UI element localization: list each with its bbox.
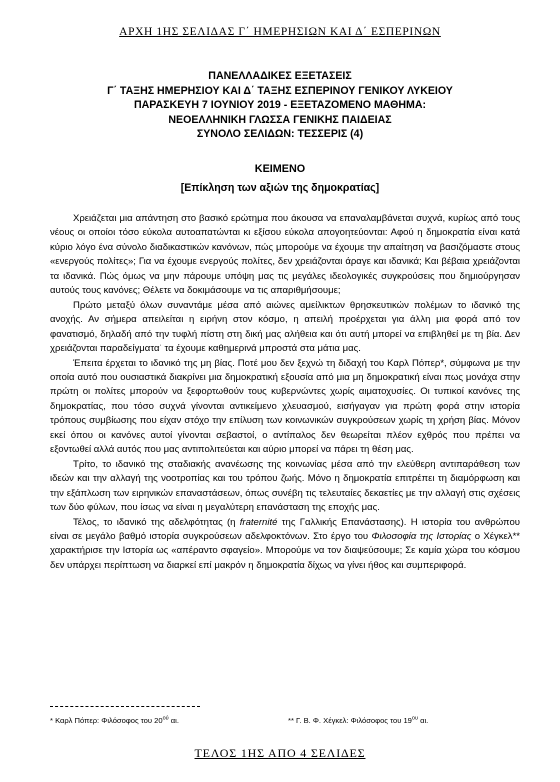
text-subtitle: [Επίκληση των αξιών της δημοκρατίας] xyxy=(180,182,380,194)
exam-heading xyxy=(0,69,560,142)
paragraph-text: ο Χέγκελ xyxy=(471,530,513,542)
footnote-text: * Καρλ Πόπερ: Φιλόσοφος του 20 xyxy=(50,716,163,725)
page-footer: ΤΕΛΟΣ 1ΗΣ ΑΠΟ 4 ΣΕΛΙΔΕΣ xyxy=(194,746,366,760)
paragraph: Χρειάζεται μια απάντηση στο βασικό ερώτημα που άκουσα να επαναλαμβάνεται συχνά, κυρίως από τους νέους οι οποίοι τόσο εύκολα αυτοαπατώνται κι εξίσου εύκολα απογοητεύονται: Αφού η δημοκρατία είναι κατά κύριο λόγο ένα σύνολο διαδικαστικών κανόνων, πώς μπορούμε να έχουμε την απαίτηση να βασιζόμαστε στους «ενεργούς πολίτες»; Για να έχουμε ενεργούς πολίτες, δεν χρειάζονται άραγε και ιδανικά; Και βέβαια χρειάζονται τα ιδανικά. Πώς όμως να μην πάρουμε υπόψη μας τις μεγάλες ιδεολογικές συγκρούσεις που δημιούργησαν αυτούς τους κανόνες; Θέλετε να δοκιμάσουμε να τις απαριθμήσουμε; xyxy=(50,213,520,297)
exam-heading-line: ΠΑΡΑΣΚΕΥΗ 7 ΙΟΥΝΙΟΥ 2019 - ΕΞΕΤΑΖΟΜΕΝΟ ΜΑΘΗΜΑ: xyxy=(133,99,427,112)
paragraph-text: , σύμφωνα με την οποία αυτό που ουσιαστικά διακρίνει μια δημοκρατική εξουσία από μια μη δημοκρατική είναι πως μονάχα στην πρώτη οι πολίτες μπορούν να ξεφορτωθούν τους κυβερνώντες χωρίς αιματοχυσίες. Οι τυπικοί κανόνες της δημοκρατίας, που τόσο συχνά γίνονται αντικείμενο χλευασμού, εισήγαγαν για πρώτη φορά στην ιστορία τρόπους συμβίωσης που είχαν στόχο την επίλυση των κοινωνικών συγκρούσεων χωρίς τη χρήση βίας. Μόνον εκεί όπου οι κανόνες αυτοί γίνονται σεβαστοί, ο αντίπαλος δεν θεωρείται πλέον εχθρός που πρέπει να εξοντωθεί αλλά αυτός που μας αντιπολιτεύεται και αύριο μπορεί να πάρει τη θέση μας. xyxy=(50,357,520,456)
footnote-separator xyxy=(50,706,200,707)
text-title: ΚΕΙΜΕΝΟ xyxy=(254,163,306,175)
book-title: Φιλοσοφία της Ιστορίας xyxy=(371,530,472,542)
paragraph xyxy=(50,299,520,357)
exam-heading-line: ΣΥΝΟΛΟ ΣΕΛΙΔΩΝ: ΤΕΣΣΕΡΙΣ (4) xyxy=(196,128,364,141)
footnote-hegel xyxy=(288,716,428,725)
paragraph: Τρίτο, το ιδανικό της σταδιακής ανανέωσης της κοινωνίας μέσα από την ελεύθερη αντιπαράθεση των ιδεών και την αλλαγή της νοοτροπίας και του τρόπου ζωής. Μόνο η δημοκρατία επιτρέπει τη διαμόρφωση και την εξάπλωση των ειρηνικών επαναστάσεων, όπως συνέβη τις τελευταίες δεκαετίες με την αλλαγή στις σχέσεις των δύο φύλων, που ίσως να είναι η μεγαλύτερη επανάσταση της εποχής μας. xyxy=(50,458,520,514)
italic-term: fraternité xyxy=(239,516,278,528)
footnote-text: ** Γ. Β. Φ. Χέγκελ: Φιλόσοφος του 19 xyxy=(288,716,412,725)
article-body xyxy=(50,212,520,573)
paragraph xyxy=(50,357,520,458)
exam-heading-line: Γ΄ ΤΑΞΗΣ ΗΜΕΡΗΣΙΟΥ ΚΑΙ Δ΄ ΤΑΞΗΣ ΕΣΠΕΡΙΝΟΥ ΓΕΝΙΚΟΥ ΛΥΚΕΙΟΥ xyxy=(107,84,453,97)
exam-heading-line: ΝΕΟΕΛΛΗΝΙΚΗ ΓΛΩΣΣΑ ΓΕΝΙΚΗΣ ΠΑΙΔΕΙΑΣ xyxy=(168,113,392,126)
paragraph-text: Τέλος, το ιδανικό της αδελφότητας (η xyxy=(73,516,240,528)
page-header: ΑΡΧΗ 1ΗΣ ΣΕΛΙΔΑΣ Γ΄ ΗΜΕΡΗΣΙΩΝ ΚΑΙ Δ΄ ΕΣΠΕΡΙΝΩΝ xyxy=(119,26,441,38)
footnote-mark: * xyxy=(440,357,445,369)
paragraph-text: Έπειτα έρχεται το ιδανικό της μη βίας. Ποτέ μου δεν ξεχνώ τη διδαχή του Καρλ Πόπερ xyxy=(73,357,441,369)
footnote-mark: ** xyxy=(512,530,520,542)
paragraph xyxy=(50,516,520,574)
footnote-superscript: ου xyxy=(411,715,418,722)
footnote-superscript: ού xyxy=(162,715,169,722)
footnote-mark: · xyxy=(159,341,162,349)
footnote-text: αι. xyxy=(168,716,179,725)
footnote-popper xyxy=(50,716,179,725)
paragraph-text: τα έχουμε καθημερινά μπροστά στα μάτια μας. xyxy=(161,343,361,355)
paragraph-text: Πρώτο μεταξύ όλων συναντάμε μέσα από αιώνες αμείλικτων θρησκευτικών πολέμων το ιδανικό της ανοχής. Αν σήμερα απειλείται η ειρήνη στον κόσμο, η απειλή προέρχεται για άλλη μια φορά από τον φανατισμό, δηλαδή από την τυφλή πίστη στη δική μας αλήθεια και ότι αυτή μπορεί να επιβληθεί με τη βία. Δεν χρειάζονται παραδείγματα xyxy=(50,299,520,355)
paragraph-text: της Γαλλικής Επανάστασης). Η ιστορία του ανθρώπου είναι σε μεγάλο βαθμό ιστορία συγκρούσεων αδελφοκτόνων. Στο έργο του xyxy=(50,516,520,542)
footnote-text: αι. xyxy=(417,716,429,725)
paragraph-text: χαρακτήρισε την Ιστορία ως «απέραντο σφαγείο». Μπορούμε να τον διαψεύσουμε; Σε καμία χώρα του κόσμου δεν υπάρχει περίπτωση να διαρκεί επί μακρόν η δημοκρατία δίχως να γίνει ήθος και συμπεριφορά. xyxy=(50,545,520,571)
exam-heading-line: ΠΑΝΕΛΛΑΔΙΚΕΣ ΕΞΕΤΑΣΕΙΣ xyxy=(208,70,352,82)
